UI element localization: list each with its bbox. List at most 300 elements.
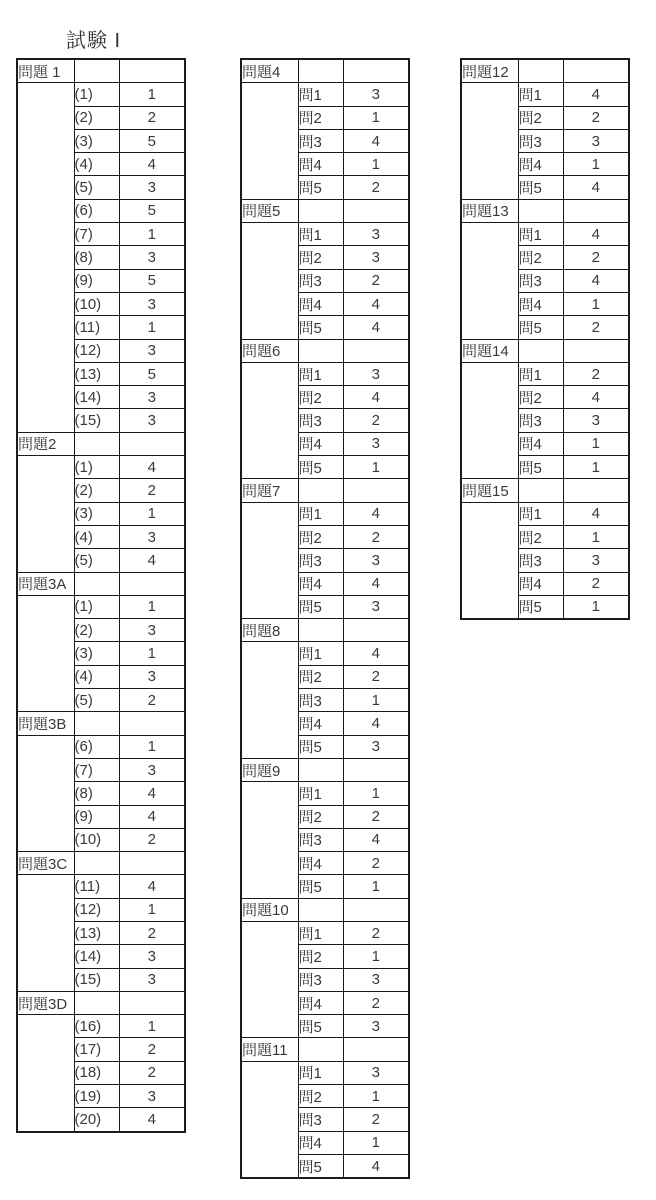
answer-value-cell: 2 — [119, 106, 185, 129]
block-header-cell: 問題3A — [17, 572, 74, 595]
blank-cell — [563, 59, 629, 83]
answer-row — [461, 502, 629, 525]
block-header-row — [241, 898, 409, 921]
block-header-cell: 問題5 — [241, 199, 298, 222]
blank-cell — [343, 199, 409, 222]
question-number-cell: 問5 — [298, 1015, 343, 1038]
answer-row — [17, 875, 185, 898]
question-number-cell: 問2 — [298, 945, 343, 968]
merged-left-cell — [17, 456, 74, 572]
block-header-row — [461, 59, 629, 83]
answer-value-cell: 3 — [119, 386, 185, 409]
question-number-cell: 問5 — [518, 176, 563, 199]
question-number-cell: (12) — [74, 898, 119, 921]
blank-cell — [563, 199, 629, 222]
question-number-cell: 問5 — [298, 1154, 343, 1178]
question-number-cell: (20) — [74, 1108, 119, 1132]
merged-left-cell — [241, 223, 298, 339]
answer-value-cell: 2 — [563, 106, 629, 129]
question-number-cell: 問1 — [298, 502, 343, 525]
question-number-cell: (14) — [74, 386, 119, 409]
question-number-cell: 問3 — [298, 1108, 343, 1131]
blank-cell — [298, 758, 343, 781]
blank-cell — [74, 991, 119, 1014]
merged-left-cell — [461, 223, 518, 339]
answer-value-cell: 3 — [119, 758, 185, 781]
answer-value-cell: 2 — [343, 991, 409, 1014]
answer-value-cell: 1 — [119, 83, 185, 106]
question-number-cell: 問5 — [518, 456, 563, 479]
question-number-cell: 問1 — [298, 83, 343, 106]
answer-value-cell: 3 — [119, 619, 185, 642]
answer-value-cell: 1 — [119, 898, 185, 921]
answer-value-cell: 2 — [343, 1108, 409, 1131]
answer-value-cell: 3 — [343, 432, 409, 455]
answer-value-cell: 1 — [119, 1015, 185, 1038]
question-number-cell: 問3 — [518, 549, 563, 572]
answer-value-cell: 1 — [119, 223, 185, 246]
question-number-cell: (14) — [74, 945, 119, 968]
answer-value-cell: 3 — [343, 1061, 409, 1084]
answer-value-cell: 4 — [343, 129, 409, 152]
merged-left-cell — [461, 362, 518, 478]
block-header-row — [461, 199, 629, 222]
blank-cell — [298, 898, 343, 921]
question-number-cell: 問1 — [518, 362, 563, 385]
blank-cell — [343, 619, 409, 642]
block-header-cell: 問題9 — [241, 758, 298, 781]
blank-cell — [74, 572, 119, 595]
block-header-row — [17, 852, 185, 875]
question-number-cell: (4) — [74, 665, 119, 688]
blank-cell — [518, 199, 563, 222]
question-number-cell: 問4 — [518, 572, 563, 595]
question-number-cell: 問3 — [298, 968, 343, 991]
question-number-cell: (8) — [74, 782, 119, 805]
answer-value-cell: 1 — [343, 456, 409, 479]
question-number-cell: 問3 — [298, 828, 343, 851]
answer-value-cell: 4 — [563, 269, 629, 292]
question-number-cell: (10) — [74, 828, 119, 851]
question-number-cell: (13) — [74, 921, 119, 944]
question-number-cell: 問1 — [518, 502, 563, 525]
blank-cell — [343, 758, 409, 781]
blank-cell — [518, 59, 563, 83]
question-number-cell: (8) — [74, 246, 119, 269]
answer-value-cell: 4 — [563, 502, 629, 525]
answer-value-cell: 1 — [563, 432, 629, 455]
merged-left-cell — [461, 502, 518, 619]
answer-value-cell: 3 — [119, 176, 185, 199]
question-number-cell: 問4 — [298, 852, 343, 875]
blank-cell — [74, 59, 119, 83]
blank-cell — [343, 339, 409, 362]
answer-value-cell: 1 — [343, 875, 409, 898]
answer-value-cell: 1 — [343, 1131, 409, 1154]
question-number-cell: 問2 — [298, 1085, 343, 1108]
question-number-cell: 問2 — [518, 106, 563, 129]
question-number-cell: 問4 — [518, 153, 563, 176]
blank-cell — [298, 199, 343, 222]
blank-cell — [343, 1038, 409, 1061]
blank-cell — [119, 852, 185, 875]
answer-value-cell: 2 — [119, 479, 185, 502]
question-number-cell: 問4 — [298, 1131, 343, 1154]
answer-value-cell: 3 — [343, 968, 409, 991]
question-number-cell: 問5 — [298, 316, 343, 339]
answer-value-cell: 1 — [343, 106, 409, 129]
question-number-cell: (1) — [74, 83, 119, 106]
answer-value-cell: 1 — [343, 782, 409, 805]
answer-value-cell: 4 — [343, 292, 409, 315]
answer-row — [17, 83, 185, 106]
block-header-row — [241, 199, 409, 222]
question-number-cell: (6) — [74, 735, 119, 758]
answer-value-cell: 4 — [563, 223, 629, 246]
answer-value-cell: 2 — [343, 525, 409, 548]
blank-cell — [298, 619, 343, 642]
blank-cell — [563, 339, 629, 362]
question-number-cell: 問3 — [518, 129, 563, 152]
question-number-cell: (10) — [74, 292, 119, 315]
blank-cell — [298, 339, 343, 362]
block-header-row — [17, 59, 185, 83]
question-number-cell: 問2 — [298, 665, 343, 688]
answer-row — [461, 362, 629, 385]
question-number-cell: 問3 — [518, 269, 563, 292]
answer-value-cell: 1 — [563, 595, 629, 619]
block-header-cell: 問題 1 — [17, 59, 74, 83]
block-header-cell: 問題12 — [461, 59, 518, 83]
blank-cell — [74, 852, 119, 875]
answer-value-cell: 3 — [119, 246, 185, 269]
block-header-row — [241, 339, 409, 362]
question-number-cell: 問2 — [518, 246, 563, 269]
question-number-cell: (2) — [74, 619, 119, 642]
answer-value-cell: 1 — [119, 642, 185, 665]
answer-row — [241, 921, 409, 944]
answer-value-cell: 3 — [119, 339, 185, 362]
question-number-cell: (2) — [74, 106, 119, 129]
question-number-cell: (1) — [74, 456, 119, 479]
question-number-cell: 問5 — [298, 595, 343, 618]
block-header-cell: 問題3D — [17, 991, 74, 1014]
answer-row — [241, 362, 409, 385]
merged-left-cell — [241, 83, 298, 199]
block-header-cell: 問題14 — [461, 339, 518, 362]
answer-value-cell: 3 — [343, 246, 409, 269]
answer-value-cell: 2 — [343, 409, 409, 432]
blank-cell — [119, 991, 185, 1014]
answer-value-cell: 1 — [343, 945, 409, 968]
question-number-cell: (12) — [74, 339, 119, 362]
blank-cell — [119, 712, 185, 735]
question-number-cell: 問1 — [298, 362, 343, 385]
answer-value-cell: 1 — [119, 595, 185, 618]
answer-value-cell: 3 — [119, 525, 185, 548]
answer-value-cell: 2 — [119, 921, 185, 944]
answer-key-table — [16, 58, 186, 1133]
answer-value-cell: 5 — [119, 199, 185, 222]
block-header-row — [241, 1038, 409, 1061]
answer-row — [241, 223, 409, 246]
question-number-cell: (18) — [74, 1061, 119, 1084]
question-number-cell: (17) — [74, 1038, 119, 1061]
question-number-cell: (4) — [74, 153, 119, 176]
question-number-cell: 問5 — [518, 316, 563, 339]
question-number-cell: 問2 — [298, 805, 343, 828]
answer-value-cell: 3 — [119, 1085, 185, 1108]
question-number-cell: (15) — [74, 968, 119, 991]
question-number-cell: (6) — [74, 199, 119, 222]
block-header-cell: 問題3C — [17, 852, 74, 875]
question-number-cell: (9) — [74, 805, 119, 828]
answer-value-cell: 3 — [119, 968, 185, 991]
question-number-cell: (16) — [74, 1015, 119, 1038]
answer-value-cell: 2 — [563, 362, 629, 385]
answer-value-cell: 1 — [563, 525, 629, 548]
question-number-cell: 問1 — [298, 1061, 343, 1084]
answer-value-cell: 1 — [563, 456, 629, 479]
answer-value-cell: 1 — [119, 502, 185, 525]
answer-value-cell: 1 — [119, 735, 185, 758]
answer-value-cell: 4 — [119, 1108, 185, 1132]
blank-cell — [343, 479, 409, 502]
answer-value-cell: 3 — [343, 735, 409, 758]
answer-value-cell: 3 — [343, 1015, 409, 1038]
answer-value-cell: 4 — [343, 642, 409, 665]
answer-value-cell: 2 — [119, 828, 185, 851]
answer-value-cell: 3 — [563, 409, 629, 432]
answer-column-2 — [240, 58, 410, 1179]
answer-value-cell: 4 — [343, 712, 409, 735]
answer-value-cell: 4 — [563, 386, 629, 409]
block-header-row — [241, 59, 409, 83]
answer-value-cell: 4 — [343, 386, 409, 409]
question-number-cell: 問4 — [298, 153, 343, 176]
block-header-row — [241, 619, 409, 642]
block-header-cell: 問題15 — [461, 479, 518, 502]
answer-row — [241, 502, 409, 525]
question-number-cell: 問5 — [518, 595, 563, 619]
answer-value-cell: 2 — [119, 689, 185, 712]
answer-row — [17, 735, 185, 758]
answer-value-cell: 4 — [343, 828, 409, 851]
answer-value-cell: 3 — [119, 665, 185, 688]
block-header-row — [17, 572, 185, 595]
merged-left-cell — [241, 502, 298, 618]
question-number-cell: (4) — [74, 525, 119, 548]
answer-value-cell: 2 — [343, 852, 409, 875]
blank-cell — [119, 59, 185, 83]
blank-cell — [298, 479, 343, 502]
answer-value-cell: 4 — [563, 83, 629, 106]
block-header-cell: 問題8 — [241, 619, 298, 642]
answer-column-3 — [460, 58, 630, 620]
answer-row — [17, 1015, 185, 1038]
question-number-cell: (11) — [74, 316, 119, 339]
question-number-cell: (3) — [74, 129, 119, 152]
block-header-row — [17, 432, 185, 455]
blank-cell — [563, 479, 629, 502]
answer-value-cell: 3 — [119, 945, 185, 968]
answer-value-cell: 1 — [563, 153, 629, 176]
question-number-cell: 問4 — [298, 991, 343, 1014]
answer-value-cell: 2 — [119, 1038, 185, 1061]
question-number-cell: (1) — [74, 595, 119, 618]
question-number-cell: (11) — [74, 875, 119, 898]
question-number-cell: 問4 — [518, 292, 563, 315]
merged-left-cell — [241, 362, 298, 478]
question-number-cell: (15) — [74, 409, 119, 432]
answer-value-cell: 1 — [343, 153, 409, 176]
block-header-cell: 問題2 — [17, 432, 74, 455]
blank-cell — [343, 59, 409, 83]
answer-value-cell: 1 — [343, 1085, 409, 1108]
answer-value-cell: 2 — [343, 269, 409, 292]
question-number-cell: (9) — [74, 269, 119, 292]
answer-value-cell: 2 — [119, 1061, 185, 1084]
question-number-cell: (3) — [74, 642, 119, 665]
block-header-cell: 問題6 — [241, 339, 298, 362]
answer-value-cell: 2 — [343, 921, 409, 944]
answer-value-cell: 1 — [563, 292, 629, 315]
question-number-cell: 問1 — [298, 782, 343, 805]
question-number-cell: (5) — [74, 549, 119, 572]
answer-value-cell: 3 — [119, 409, 185, 432]
block-header-row — [241, 758, 409, 781]
page-title: 試験 I — [66, 30, 122, 52]
answer-value-cell: 1 — [119, 316, 185, 339]
answer-value-cell: 3 — [119, 292, 185, 315]
blank-cell — [298, 59, 343, 83]
answer-value-cell: 3 — [343, 223, 409, 246]
question-number-cell: 問3 — [298, 549, 343, 572]
answer-row — [461, 223, 629, 246]
answer-value-cell: 5 — [119, 269, 185, 292]
answer-column-1 — [16, 58, 186, 1133]
answer-row — [461, 83, 629, 106]
merged-left-cell — [17, 1015, 74, 1132]
block-header-row — [461, 339, 629, 362]
answer-value-cell: 2 — [563, 572, 629, 595]
answer-value-cell: 2 — [343, 665, 409, 688]
answer-row — [17, 595, 185, 618]
answer-value-cell: 3 — [343, 549, 409, 572]
answer-value-cell: 4 — [563, 176, 629, 199]
question-number-cell: 問4 — [518, 432, 563, 455]
answer-value-cell: 3 — [343, 83, 409, 106]
question-number-cell: 問5 — [298, 456, 343, 479]
answer-value-cell: 3 — [343, 595, 409, 618]
blank-cell — [343, 898, 409, 921]
question-number-cell: 問2 — [298, 386, 343, 409]
merged-left-cell — [17, 595, 74, 711]
answer-value-cell: 3 — [563, 549, 629, 572]
question-number-cell: 問2 — [298, 246, 343, 269]
answer-value-cell: 4 — [343, 572, 409, 595]
block-header-cell: 問題3B — [17, 712, 74, 735]
blank-cell — [119, 432, 185, 455]
block-header-cell: 問題11 — [241, 1038, 298, 1061]
question-number-cell: (19) — [74, 1085, 119, 1108]
answer-value-cell: 2 — [563, 316, 629, 339]
answer-value-cell: 1 — [343, 689, 409, 712]
question-number-cell: 問3 — [298, 129, 343, 152]
block-header-cell: 問題4 — [241, 59, 298, 83]
merged-left-cell — [17, 83, 74, 432]
answer-row — [241, 782, 409, 805]
question-number-cell: 問3 — [298, 689, 343, 712]
blank-cell — [518, 479, 563, 502]
question-number-cell: 問5 — [298, 176, 343, 199]
answer-row — [241, 642, 409, 665]
block-header-cell: 問題7 — [241, 479, 298, 502]
merged-left-cell — [17, 875, 74, 991]
blank-cell — [518, 339, 563, 362]
answer-value-cell: 3 — [563, 129, 629, 152]
question-number-cell: 問4 — [298, 292, 343, 315]
merged-left-cell — [17, 735, 74, 851]
question-number-cell: 問5 — [298, 875, 343, 898]
answer-row — [241, 83, 409, 106]
answer-value-cell: 4 — [343, 316, 409, 339]
question-number-cell: 問3 — [518, 409, 563, 432]
answer-value-cell: 4 — [119, 875, 185, 898]
question-number-cell: (5) — [74, 689, 119, 712]
question-number-cell: (3) — [74, 502, 119, 525]
question-number-cell: (13) — [74, 362, 119, 385]
answer-value-cell: 4 — [119, 782, 185, 805]
question-number-cell: 問1 — [298, 642, 343, 665]
question-number-cell: (2) — [74, 479, 119, 502]
answer-value-cell: 5 — [119, 362, 185, 385]
question-number-cell: 問4 — [298, 712, 343, 735]
answer-key-table — [240, 58, 410, 1179]
block-header-cell: 問題10 — [241, 898, 298, 921]
merged-left-cell — [241, 921, 298, 1037]
question-number-cell: 問2 — [298, 106, 343, 129]
question-number-cell: 問3 — [298, 269, 343, 292]
answer-key-table — [460, 58, 630, 620]
question-number-cell: 問4 — [298, 572, 343, 595]
question-number-cell: 問5 — [298, 735, 343, 758]
answer-row — [241, 1061, 409, 1084]
answer-value-cell: 2 — [343, 176, 409, 199]
question-number-cell: (7) — [74, 758, 119, 781]
question-number-cell: 問2 — [518, 525, 563, 548]
question-number-cell: 問2 — [518, 386, 563, 409]
answer-value-cell: 4 — [119, 153, 185, 176]
answer-value-cell: 3 — [343, 362, 409, 385]
answer-value-cell: 4 — [119, 549, 185, 572]
blank-cell — [119, 572, 185, 595]
blank-cell — [298, 1038, 343, 1061]
block-header-row — [461, 479, 629, 502]
question-number-cell: 問1 — [518, 83, 563, 106]
blank-cell — [74, 712, 119, 735]
blank-cell — [74, 432, 119, 455]
answer-value-cell: 4 — [343, 502, 409, 525]
answer-value-cell: 2 — [563, 246, 629, 269]
question-number-cell: 問1 — [298, 223, 343, 246]
question-number-cell: (5) — [74, 176, 119, 199]
merged-left-cell — [241, 782, 298, 898]
answer-value-cell: 4 — [119, 456, 185, 479]
answer-row — [17, 456, 185, 479]
block-header-cell: 問題13 — [461, 199, 518, 222]
answer-value-cell: 2 — [343, 805, 409, 828]
